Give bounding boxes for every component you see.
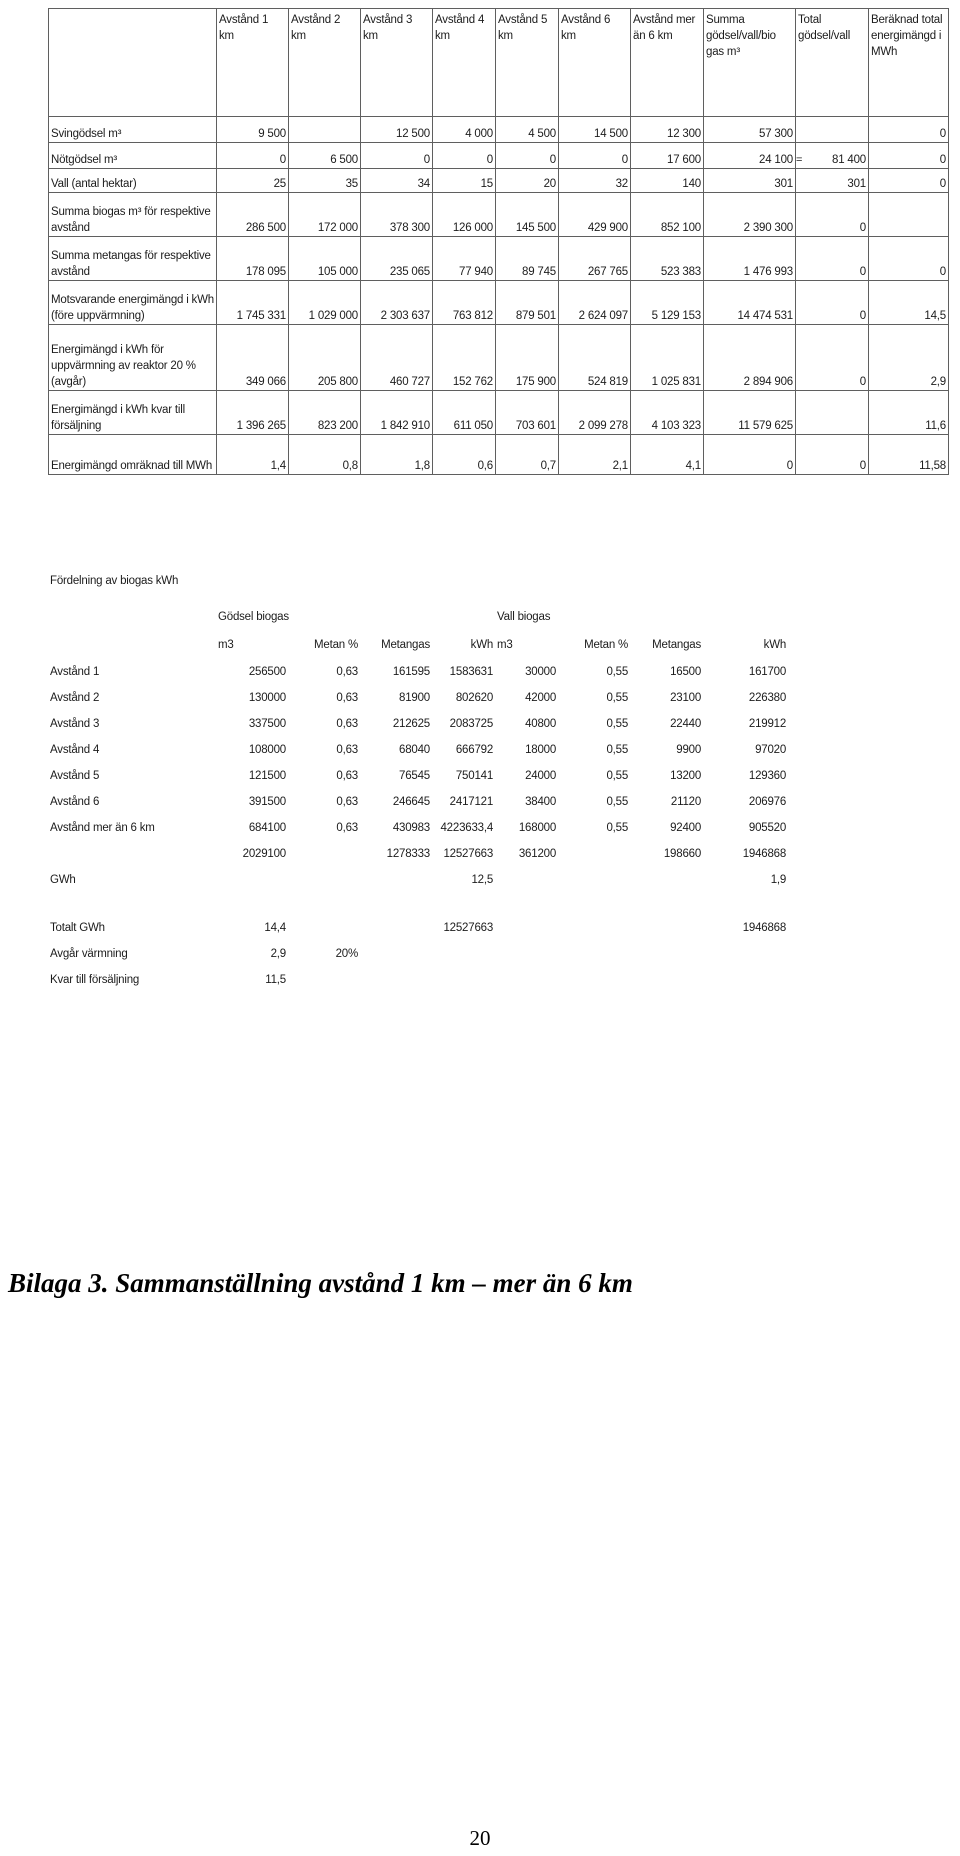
table-cell: 0 xyxy=(869,117,949,143)
table-cell: 0 xyxy=(796,325,869,391)
table-cell: 14 500 xyxy=(559,117,631,143)
table-cell: 4 103 323 xyxy=(631,391,704,435)
column-subheader: Metan % xyxy=(314,639,358,651)
table-cell: 0 xyxy=(704,435,796,475)
table-cell: 30000 xyxy=(525,666,557,678)
table-cell: 89 745 xyxy=(496,237,559,281)
table-cell: 21120 xyxy=(670,796,702,808)
table-cell: 0,63 xyxy=(336,692,358,704)
table-cell: 0,55 xyxy=(606,692,629,704)
row-label: Summa metangas för respektive avstånd xyxy=(49,237,217,281)
row-label: Avstånd 1 xyxy=(50,666,100,678)
table-cell: 152 762 xyxy=(433,325,496,391)
table-cell: 130000 xyxy=(248,692,286,704)
table-cell: 823 200 xyxy=(289,391,361,435)
table-cell xyxy=(360,915,432,941)
table-cell xyxy=(432,941,495,967)
table-cell: 246645 xyxy=(392,796,430,808)
table-cell xyxy=(288,841,360,867)
table-cell xyxy=(558,941,630,967)
row-label: Totalt GWh xyxy=(50,922,105,934)
table-cell: 703 601 xyxy=(496,391,559,435)
table-row xyxy=(49,117,949,143)
table-cell xyxy=(216,867,288,893)
table-cell: 460 727 xyxy=(361,325,433,391)
table-row xyxy=(48,841,788,867)
row-label: Svingödsel m³ xyxy=(49,117,217,143)
table-cell: 20 xyxy=(496,169,559,193)
column-header: Beräknad total energimängd i MWh xyxy=(869,9,949,117)
table-cell: 0,55 xyxy=(606,770,629,782)
table-cell: 11,5 xyxy=(265,974,286,986)
table-cell: 40800 xyxy=(525,718,557,730)
table-cell: 1,8 xyxy=(361,435,433,475)
table-row xyxy=(48,685,788,711)
table-cell xyxy=(703,941,788,967)
row-label: Avstånd 6 xyxy=(50,796,100,808)
figure-caption: Bilaga 3. Sammanställning avstånd 1 km – mer än 6 km xyxy=(8,1268,633,1298)
table-cell: 0,8 xyxy=(289,435,361,475)
table-cell: 0,7 xyxy=(496,435,559,475)
table-cell: 0,63 xyxy=(336,770,358,782)
table-cell: 1 396 265 xyxy=(217,391,289,435)
table-cell: 4 000 xyxy=(433,117,496,143)
table-cell: 1,9 xyxy=(770,874,787,886)
table-cell: 4,1 xyxy=(631,435,704,475)
table-cell xyxy=(558,841,630,867)
table-cell xyxy=(360,967,432,993)
table-cell: 11 579 625 xyxy=(704,391,796,435)
table-cell: 76545 xyxy=(399,770,430,782)
row-label: Vall (antal hektar) xyxy=(49,169,217,193)
table-cell: 802620 xyxy=(455,692,494,704)
table-cell: 905520 xyxy=(748,822,787,834)
table-cell xyxy=(630,915,703,941)
table-cell: 2083725 xyxy=(449,718,494,730)
row-label: Summa biogas m³ för respektive avstånd xyxy=(49,193,217,237)
table-cell xyxy=(869,193,949,237)
table-cell: 219912 xyxy=(748,718,787,730)
table-cell: 684100 xyxy=(248,822,286,834)
row-label: Avstånd mer än 6 km xyxy=(50,822,155,834)
table-cell: 0,63 xyxy=(336,718,358,730)
distribution-title: Fördelning av biogas kWh xyxy=(50,575,179,587)
blank-cell xyxy=(48,603,216,631)
table-cell: 0,55 xyxy=(606,822,629,834)
table-cell xyxy=(495,867,558,893)
table-cell: 0 xyxy=(496,143,559,169)
table-cell xyxy=(558,967,630,993)
column-header: Summa gödsel/vall/bio gas m³ xyxy=(704,9,796,117)
table-cell: 1 842 910 xyxy=(361,391,433,435)
table-cell: 2417121 xyxy=(449,796,494,808)
table-cell: 145 500 xyxy=(496,193,559,237)
column-subheader: Metan % xyxy=(584,639,629,651)
table-cell: 1 745 331 xyxy=(217,281,289,325)
table-cell: 0 xyxy=(559,143,631,169)
table-cell: 349 066 xyxy=(217,325,289,391)
table-cell: 6 500 xyxy=(289,143,361,169)
table-cell: 235 065 xyxy=(361,237,433,281)
table-cell: 9 500 xyxy=(217,117,289,143)
table-cell: 161595 xyxy=(392,666,430,678)
table-cell xyxy=(796,117,869,143)
table-cell: 0,63 xyxy=(336,822,358,834)
table-cell: 430983 xyxy=(392,822,430,834)
subheader-row xyxy=(48,631,788,659)
table-cell: 17 600 xyxy=(631,143,704,169)
table-cell: 68040 xyxy=(399,744,430,756)
table-cell: 129360 xyxy=(748,770,787,782)
table-cell: 11,6 xyxy=(869,391,949,435)
row-label: Avstånd 3 xyxy=(50,718,100,730)
table-cell: 175 900 xyxy=(496,325,559,391)
table-row xyxy=(49,325,949,391)
table-cell: 1 029 000 xyxy=(289,281,361,325)
spacer-row xyxy=(48,893,788,915)
table-cell: 611 050 xyxy=(433,391,496,435)
table-cell: 0,6 xyxy=(433,435,496,475)
column-header: Avstånd 6 km xyxy=(559,9,631,117)
table-cell: 301 xyxy=(704,169,796,193)
column-subheader: Metangas xyxy=(381,639,430,651)
blank-cell xyxy=(48,631,216,659)
table-cell: 2,9 xyxy=(869,325,949,391)
table-row xyxy=(48,659,788,685)
table-cell: 168000 xyxy=(518,822,557,834)
table-cell xyxy=(558,915,630,941)
table-row xyxy=(48,789,788,815)
table-header-row xyxy=(49,9,949,117)
table-cell: 25 xyxy=(217,169,289,193)
table-cell: 172 000 xyxy=(289,193,361,237)
table-cell xyxy=(558,867,630,893)
table-cell: 524 819 xyxy=(559,325,631,391)
table-row xyxy=(49,391,949,435)
row-label: Motsvarande energimängd i kWh (före uppvärmning) xyxy=(49,281,217,325)
table-cell: 0,55 xyxy=(606,718,629,730)
table-cell: 1 476 993 xyxy=(704,237,796,281)
column-header: Avstånd mer än 6 km xyxy=(631,9,704,117)
table-cell: 11,58 xyxy=(869,435,949,475)
header-corner xyxy=(49,9,217,117)
table-cell: 1946868 xyxy=(742,922,787,934)
table-cell: 1583631 xyxy=(449,666,494,678)
table-cell: 879 501 xyxy=(496,281,559,325)
column-header: Avstånd 2 km xyxy=(289,9,361,117)
table-row xyxy=(48,737,788,763)
table-cell: 92400 xyxy=(670,822,702,834)
table-cell: 2 390 300 xyxy=(704,193,796,237)
column-header: Total gödsel/vall xyxy=(796,9,869,117)
table-cell: 2 099 278 xyxy=(559,391,631,435)
table-cell xyxy=(432,967,495,993)
table-row xyxy=(49,193,949,237)
table-cell xyxy=(630,867,703,893)
table-row xyxy=(48,763,788,789)
row-label: Avstånd 4 xyxy=(50,744,100,756)
table-cell: 0 xyxy=(796,435,869,475)
table-cell: 1,4 xyxy=(217,435,289,475)
table-cell xyxy=(288,967,360,993)
table-cell: 77 940 xyxy=(433,237,496,281)
table-cell xyxy=(288,867,360,893)
table-cell: 2,9 xyxy=(270,948,286,960)
table-cell: 12527663 xyxy=(443,922,494,934)
table-cell: 81 400 xyxy=(796,143,869,169)
column-header: Avstånd 1 km xyxy=(217,9,289,117)
table-cell: 2 624 097 xyxy=(559,281,631,325)
table-cell: 0 xyxy=(433,143,496,169)
table-cell: 763 812 xyxy=(433,281,496,325)
table-cell: 206976 xyxy=(748,796,787,808)
table-cell: 13200 xyxy=(670,770,702,782)
table-cell: 4 500 xyxy=(496,117,559,143)
column-subheader: kWh xyxy=(763,639,787,651)
table-cell: 2029100 xyxy=(242,848,286,860)
table-cell: 18000 xyxy=(525,744,557,756)
table-cell xyxy=(796,391,869,435)
table-row xyxy=(48,815,788,841)
table-row xyxy=(48,711,788,737)
table-cell xyxy=(703,967,788,993)
table-cell: 34 xyxy=(361,169,433,193)
row-label: Avstånd 2 xyxy=(50,692,100,704)
table-cell: 5 129 153 xyxy=(631,281,704,325)
table-cell: 523 383 xyxy=(631,237,704,281)
table-cell: 0 xyxy=(796,237,869,281)
table-cell: 1946868 xyxy=(742,848,787,860)
table-cell: 14,4 xyxy=(264,922,286,934)
table-cell: 361200 xyxy=(518,848,557,860)
table-cell: 750141 xyxy=(455,770,494,782)
column-subheader: Metangas xyxy=(652,639,702,651)
table-cell: 24000 xyxy=(525,770,557,782)
table-cell: 666792 xyxy=(455,744,494,756)
table-cell: 126 000 xyxy=(433,193,496,237)
distribution-table xyxy=(48,603,788,993)
row-label: Energimängd i kWh kvar till försäljning xyxy=(49,391,217,435)
table-cell: 852 100 xyxy=(631,193,704,237)
table-row xyxy=(48,941,788,967)
row-label: Energimängd i kWh för uppvärmning av reaktor 20 % (avgår) xyxy=(49,325,217,391)
table-cell: 0 xyxy=(869,143,949,169)
table-cell: 226380 xyxy=(748,692,787,704)
row-label: Kvar till försäljning xyxy=(50,974,140,986)
table-cell: 286 500 xyxy=(217,193,289,237)
table-cell: 4223633,4 xyxy=(440,822,494,834)
table-cell xyxy=(288,915,360,941)
row-label: Avstånd 5 xyxy=(50,770,100,782)
table-cell: 23100 xyxy=(670,692,702,704)
table-cell: 16500 xyxy=(670,666,702,678)
table-cell xyxy=(360,867,432,893)
table-cell: 140 xyxy=(631,169,704,193)
table-cell: 0 xyxy=(217,143,289,169)
table-cell: 97020 xyxy=(755,744,787,756)
table-cell: 15 xyxy=(433,169,496,193)
row-label xyxy=(48,841,216,867)
table-cell: 24 100 = xyxy=(704,143,796,169)
table-cell xyxy=(630,967,703,993)
table-cell xyxy=(495,941,558,967)
table-cell: 35 xyxy=(289,169,361,193)
column-header: Avstånd 3 km xyxy=(361,9,433,117)
column-header: Avstånd 4 km xyxy=(433,9,496,117)
table-cell: 121500 xyxy=(248,770,286,782)
table-cell: 22440 xyxy=(670,718,702,730)
table-cell: 12 300 xyxy=(631,117,704,143)
column-header: Avstånd 5 km xyxy=(496,9,559,117)
table-cell: 2 894 906 xyxy=(704,325,796,391)
column-subheader: m3 xyxy=(218,639,234,651)
table-cell: 391500 xyxy=(248,796,286,808)
table-cell: 256500 xyxy=(248,666,286,678)
table-cell: 14,5 xyxy=(869,281,949,325)
summary-table xyxy=(48,8,949,475)
table-cell: 0,55 xyxy=(606,744,629,756)
group-header-manure: Gödsel biogas xyxy=(218,611,289,623)
column-subheader: m3 xyxy=(497,639,513,651)
table-cell: 0,63 xyxy=(336,744,358,756)
table-cell: 178 095 xyxy=(217,237,289,281)
table-row xyxy=(48,915,788,941)
table-cell: 108000 xyxy=(248,744,286,756)
table-cell: 0 xyxy=(869,237,949,281)
table-cell: 0,63 xyxy=(336,666,358,678)
table-cell xyxy=(495,915,558,941)
table-row xyxy=(49,237,949,281)
group-header-row xyxy=(48,603,788,631)
table-cell: 301 xyxy=(796,169,869,193)
table-row xyxy=(49,169,949,193)
table-cell: 0,55 xyxy=(606,796,629,808)
table-cell: 2 303 637 xyxy=(361,281,433,325)
table-cell: 32 xyxy=(559,169,631,193)
table-cell: 267 765 xyxy=(559,237,631,281)
table-cell: 0,63 xyxy=(336,796,358,808)
table-row xyxy=(48,967,788,993)
table-cell: 42000 xyxy=(525,692,557,704)
table-cell: 14 474 531 xyxy=(704,281,796,325)
table-cell: 429 900 xyxy=(559,193,631,237)
table-row xyxy=(49,143,949,169)
table-cell: 12,5 xyxy=(471,874,494,886)
table-cell: 0 xyxy=(361,143,433,169)
table-row xyxy=(49,281,949,325)
column-subheader: kWh xyxy=(470,639,494,651)
table-cell xyxy=(495,967,558,993)
table-cell: 38400 xyxy=(525,796,557,808)
group-header-ley: Vall biogas xyxy=(497,611,551,623)
table-cell: 337500 xyxy=(248,718,286,730)
page-number: 20 xyxy=(469,1826,491,1850)
row-label: Energimängd omräknad till MWh xyxy=(49,435,217,475)
table-cell: 81900 xyxy=(399,692,430,704)
table-cell: 0 xyxy=(796,193,869,237)
table-cell xyxy=(630,941,703,967)
table-cell: 378 300 xyxy=(361,193,433,237)
table-cell: 212625 xyxy=(392,718,430,730)
table-cell: 0 xyxy=(796,281,869,325)
row-label: Avgår värmning xyxy=(50,948,128,960)
table-cell: 198660 xyxy=(663,848,702,860)
table-cell: 57 300 xyxy=(704,117,796,143)
table-cell: 12527663 xyxy=(443,848,494,860)
table-row xyxy=(49,435,949,475)
table-cell: 1278333 xyxy=(386,848,430,860)
row-label: Nötgödsel m³ xyxy=(49,143,217,169)
table-row xyxy=(48,867,788,893)
table-cell xyxy=(360,941,432,967)
table-cell: 1 025 831 xyxy=(631,325,704,391)
equals-mark: = xyxy=(796,154,803,166)
table-cell: 205 800 xyxy=(289,325,361,391)
table-cell: 9900 xyxy=(676,744,702,756)
table-cell: 161700 xyxy=(748,666,787,678)
table-cell: 0,55 xyxy=(606,666,629,678)
row-label: GWh xyxy=(50,874,76,886)
table-cell: 105 000 xyxy=(289,237,361,281)
table-cell: 20% xyxy=(335,948,358,960)
table-cell: 12 500 xyxy=(361,117,433,143)
table-cell: 2,1 xyxy=(559,435,631,475)
spacer-cell xyxy=(48,893,788,915)
table-cell: 0 xyxy=(869,169,949,193)
table-cell xyxy=(289,117,361,143)
